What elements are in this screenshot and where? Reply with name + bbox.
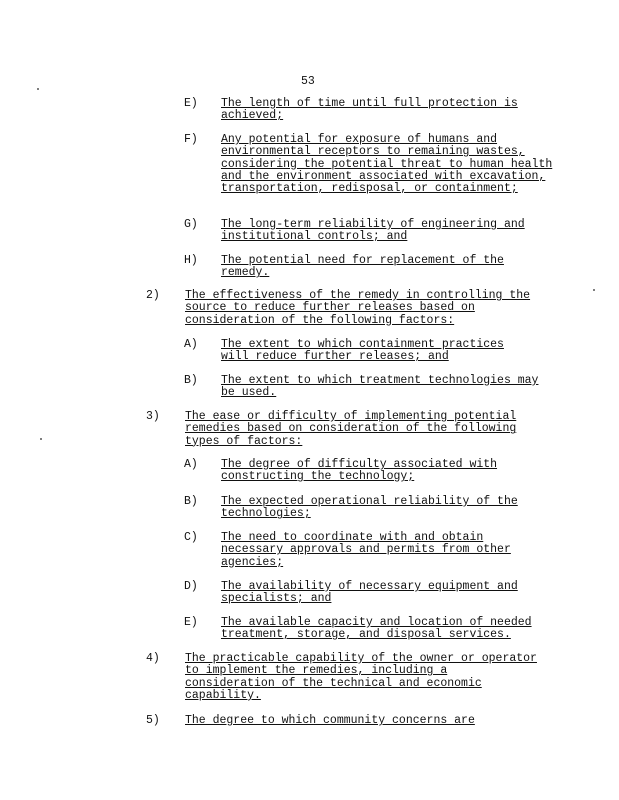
item-text: The practicable capability of the owner or operator to implement the remedies, including a consideration of the technical and economic capability. <box>185 652 537 702</box>
item-label: D) <box>184 580 198 593</box>
item-text: The availability of necessary equipment and specialists; and <box>221 580 518 606</box>
item-text: The effectiveness of the remedy in controlling the source to reduce further releases based on consideration of the following factors: <box>185 289 531 327</box>
scan-speck <box>593 289 595 291</box>
item-label: 3) <box>146 410 160 423</box>
item-text: The degree of difficulty associated with constructing the technology; <box>221 458 498 484</box>
item-label: 4) <box>146 652 160 665</box>
item-text: The degree to which community concerns are <box>185 714 475 727</box>
item-label: 5) <box>146 714 160 727</box>
item-label: B) <box>184 374 198 387</box>
item-label: 2) <box>146 289 160 302</box>
item-text: The expected operational reliability of the technologies; <box>221 495 518 521</box>
item-text: The extent to which treatment technologies may be used. <box>221 374 539 400</box>
item-label: A) <box>184 458 198 471</box>
item-text: The need to coordinate with and obtain necessary approvals and permits from other agencies; <box>221 531 511 569</box>
item-label: C) <box>184 531 198 544</box>
item-text: The extent to which containment practices will reduce further releases; and <box>221 338 504 364</box>
item-label: A) <box>184 338 198 351</box>
item-text: The potential need for replacement of the remedy. <box>221 254 504 280</box>
scan-speck <box>37 88 39 90</box>
item-label: E) <box>184 616 198 629</box>
item-text: Any potential for exposure of humans and environmental receptors to remaining wastes, considering the potential threat to human health and the environment associated with excavation, transportation, redisposal, or containment; <box>221 133 553 196</box>
item-label: E) <box>184 97 198 110</box>
item-text: The length of time until full protection is achieved; <box>221 97 518 123</box>
item-text: The available capacity and location of needed treatment, storage, and disposal services. <box>221 616 532 642</box>
item-label: B) <box>184 495 198 508</box>
item-text: The ease or difficulty of implementing potential remedies based on consideration of the following types of factors: <box>185 410 517 448</box>
scan-speck <box>40 438 42 440</box>
item-label: F) <box>184 133 198 146</box>
item-text: The long-term reliability of engineering and institutional controls; and <box>221 218 525 244</box>
item-label: H) <box>184 254 198 267</box>
page-number: 53 <box>301 75 315 88</box>
item-label: G) <box>184 218 198 231</box>
